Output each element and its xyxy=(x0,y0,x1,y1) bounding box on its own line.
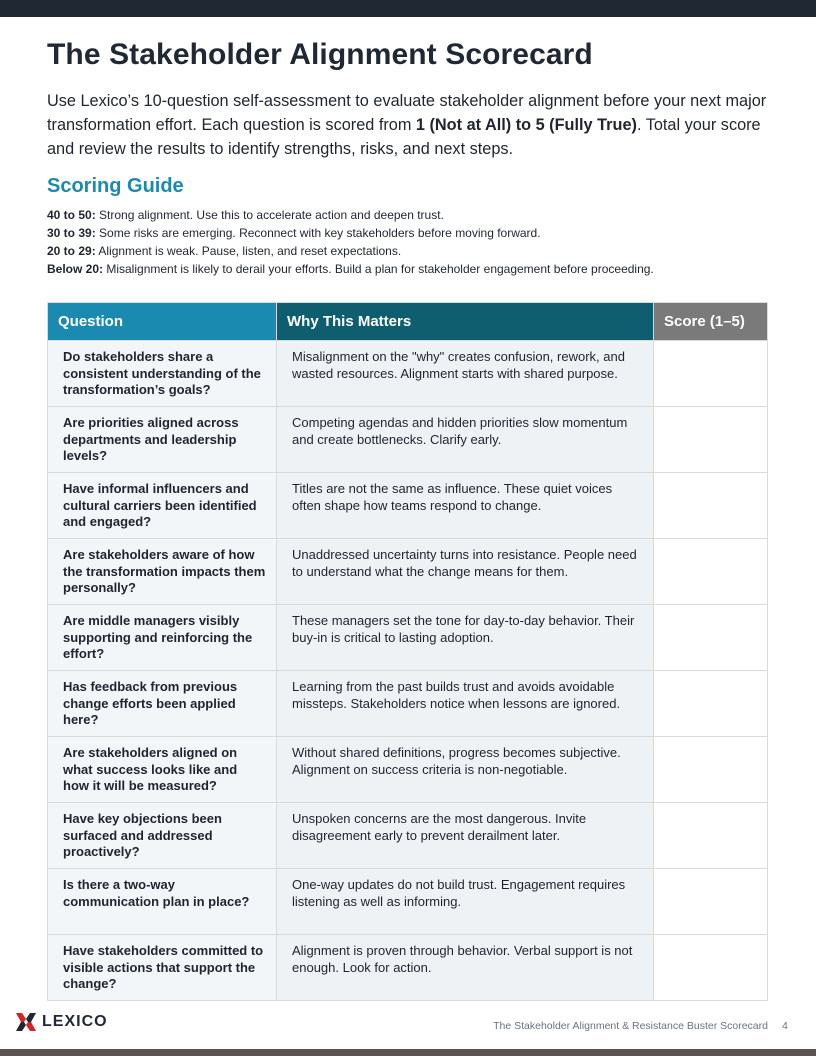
page-title: The Stakeholder Alignment Scorecard xyxy=(47,38,593,71)
score-range: 30 to 39: xyxy=(47,226,96,240)
score-input-cell[interactable] xyxy=(654,671,768,737)
scoring-guide-item xyxy=(47,242,777,260)
question-cell: Are stakeholders aware of how the transformation impacts them personally? xyxy=(48,539,277,605)
lexico-x-logo-icon xyxy=(16,1013,36,1031)
question-cell: Are stakeholders aligned on what success looks like and how it will be measured? xyxy=(48,737,277,803)
scoring-guide-list xyxy=(47,206,777,278)
score-description: Some risks are emerging. Reconnect with key stakeholders before moving forward. xyxy=(95,226,541,240)
why-cell: Titles are not the same as influence. These quiet voices often shape how teams respond to change. xyxy=(277,473,654,539)
score-input-cell[interactable] xyxy=(654,341,768,407)
score-input-cell[interactable] xyxy=(654,407,768,473)
scoring-guide-item xyxy=(47,206,777,224)
scoring-guide-title: Scoring Guide xyxy=(47,175,184,197)
question-cell: Have informal influencers and cultural carriers been identified and engaged? xyxy=(48,473,277,539)
score-description: Strong alignment. Use this to accelerate action and deepen trust. xyxy=(95,208,444,222)
table-row xyxy=(48,407,768,473)
table-row xyxy=(48,737,768,803)
table-row xyxy=(48,803,768,869)
score-input-cell[interactable] xyxy=(654,539,768,605)
table-row xyxy=(48,539,768,605)
score-input-cell[interactable] xyxy=(654,737,768,803)
question-cell: Do stakeholders share a consistent understanding of the transformation’s goals? xyxy=(48,341,277,407)
table-header-row xyxy=(48,303,768,341)
intro-text-1: Use Lexico’s 10-question self-assessment to evaluate stakeholder alignment before your next major transformation effort. Each question is scored from xyxy=(47,92,767,134)
score-input-cell[interactable] xyxy=(654,605,768,671)
question-cell: Have stakeholders committed to visible actions that support the change? xyxy=(48,935,277,1001)
question-cell: Is there a two-way communication plan in place? xyxy=(48,869,277,935)
scorecard-table xyxy=(47,302,768,1001)
scoring-guide-item xyxy=(47,224,777,242)
question-cell: Has feedback from previous change efforts been applied here? xyxy=(48,671,277,737)
scoring-guide-item xyxy=(47,260,777,278)
table-row xyxy=(48,935,768,1001)
header-question: Question xyxy=(48,303,277,341)
table-row xyxy=(48,605,768,671)
score-input-cell[interactable] xyxy=(654,803,768,869)
score-range: 40 to 50: xyxy=(47,208,96,222)
page-number: 4 xyxy=(782,1020,788,1032)
score-range: Below 20: xyxy=(47,262,104,276)
question-cell: Have key objections been surfaced and addressed proactively? xyxy=(48,803,277,869)
table-row xyxy=(48,473,768,539)
why-cell: Unspoken concerns are the most dangerous. Invite disagreement early to prevent derailment later. xyxy=(277,803,654,869)
why-cell: Competing agendas and hidden priorities slow momentum and create bottlenecks. Clarify early. xyxy=(277,407,654,473)
score-input-cell[interactable] xyxy=(654,935,768,1001)
logo-wordmark: LEXICO xyxy=(42,1013,108,1030)
table-row xyxy=(48,671,768,737)
score-description: Alignment is weak. Pause, listen, and reset expectations. xyxy=(95,244,402,258)
table-row xyxy=(48,341,768,407)
why-cell: Learning from the past builds trust and avoids avoidable missteps. Stakeholders notice when lessons are ignored. xyxy=(277,671,654,737)
why-cell: Misalignment on the "why" creates confusion, rework, and wasted resources. Alignment starts with shared purpose. xyxy=(277,341,654,407)
why-cell: Alignment is proven through behavior. Verbal support is not enough. Look for action. xyxy=(277,935,654,1001)
why-cell: These managers set the tone for day-to-day behavior. Their buy-in is critical to lasting adoption. xyxy=(277,605,654,671)
question-cell: Are priorities aligned across departments and leadership levels? xyxy=(48,407,277,473)
intro-text-2: . Total your score and review the results to identify strengths, risks, and next steps. xyxy=(47,116,761,158)
header-score: Score (1–5) xyxy=(654,303,768,341)
question-cell: Are middle managers visibly supporting and reinforcing the effort? xyxy=(48,605,277,671)
bottom-bar xyxy=(0,1049,816,1056)
intro-paragraph xyxy=(47,89,777,161)
top-bar xyxy=(0,0,816,17)
lexico-logo xyxy=(16,1013,108,1031)
score-description: Misalignment is likely to derail your efforts. Build a plan for stakeholder engagement before proceeding. xyxy=(103,262,654,276)
why-cell: Unaddressed uncertainty turns into resistance. People need to understand what the change means for them. xyxy=(277,539,654,605)
score-range: 20 to 29: xyxy=(47,244,96,258)
intro-score-range: 1 (Not at All) to 5 (Fully True) xyxy=(415,116,637,134)
score-input-cell[interactable] xyxy=(654,473,768,539)
score-input-cell[interactable] xyxy=(654,869,768,935)
why-cell: One-way updates do not build trust. Engagement requires listening as well as informing. xyxy=(277,869,654,935)
table-row xyxy=(48,869,768,935)
header-why-this-matters: Why This Matters xyxy=(277,303,654,341)
footer-document-name: The Stakeholder Alignment & Resistance Buster Scorecard xyxy=(493,1020,768,1032)
why-cell: Without shared definitions, progress becomes subjective. Alignment on success criteria is non-negotiable. xyxy=(277,737,654,803)
